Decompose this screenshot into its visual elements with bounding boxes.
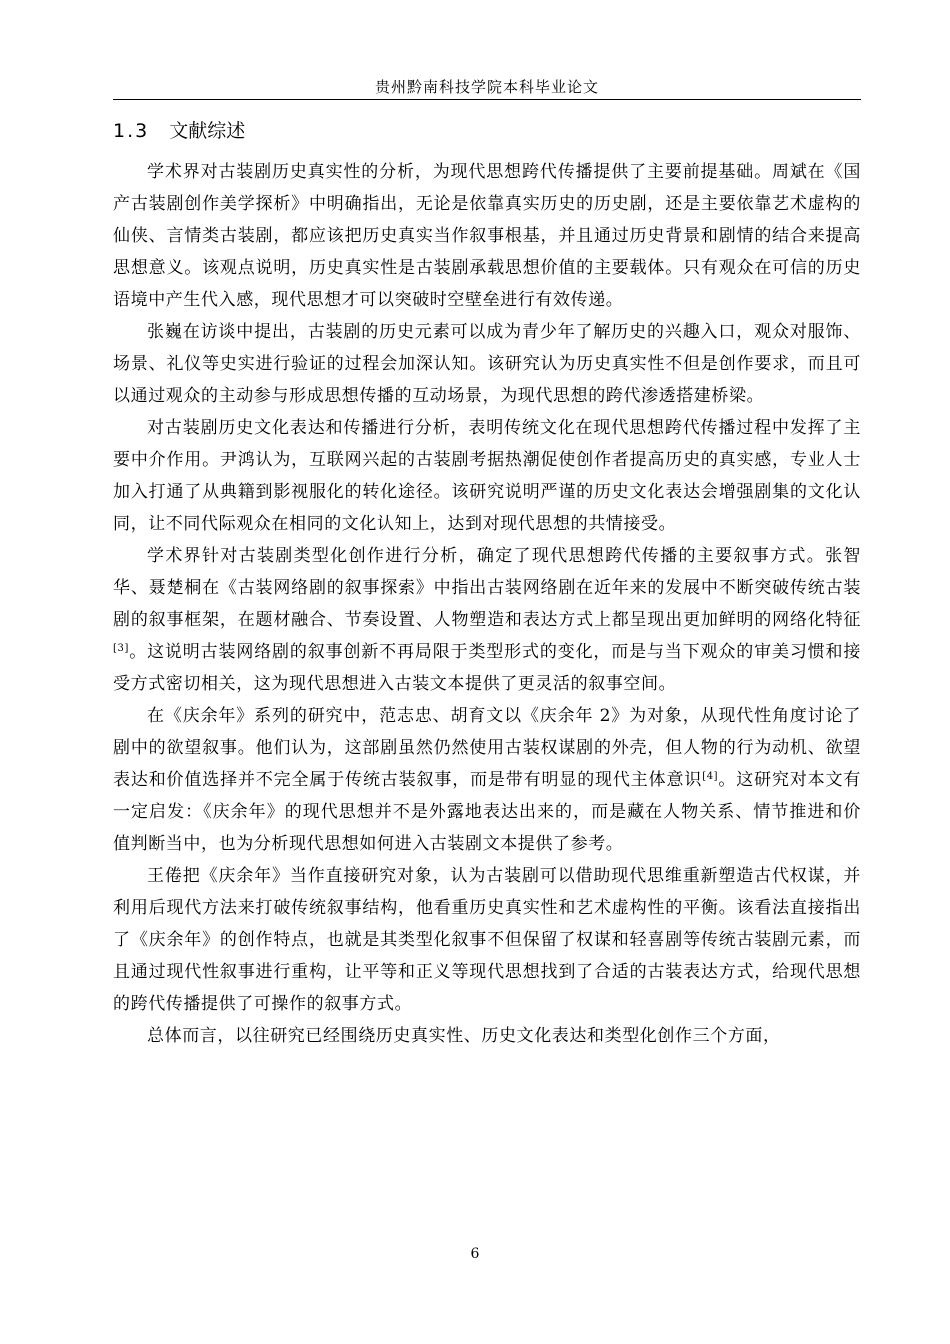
paragraph-1: [113, 156, 861, 316]
paragraph-text: 在《庆余年》系列的研究中，范志忠、胡育文以《庆余年 2》为对象，从现代性角度讨论了剧中的欲望叙事。他们认为，这部剧虽然仍然使用古装权谋剧的外壳，但人物的行为动机、欲望表达和价值选择并不完全属于传统古装叙事，而是带有明显的现代主体意识: [113, 706, 861, 790]
paragraph-text: 。这说明古装网络剧的叙事创新不再局限于类型形式的变化，而是与当下观众的审美习惯和接受方式密切相关，这为现代思想进入古装文本提供了更灵活的叙事空间。: [113, 642, 861, 694]
citation-ref-3: [3]: [113, 643, 129, 654]
paragraph-text: 总体而言，以往研究已经围绕历史真实性、历史文化表达和类型化创作三个方面，: [147, 1026, 781, 1046]
page-number: 6: [470, 1246, 480, 1262]
paragraph-4: [113, 540, 861, 700]
paragraph-3: [113, 412, 861, 540]
paragraph-5: [113, 700, 861, 860]
page-header: 贵州黔南科技学院本科毕业论文: [374, 78, 599, 96]
paragraph-7: [113, 1020, 861, 1052]
body-text: [113, 156, 861, 1052]
paragraph-text: 。这研究对本文有一定启发：《庆余年》的现代思想并不是外露地表达出来的，而是藏在人物关系、情节推进和价值判断当中，也为分析现代思想如何进入古装剧文本提供了参考。: [113, 770, 861, 854]
header-divider: [113, 99, 861, 100]
section-heading: [113, 117, 245, 145]
section-number: 1.3: [113, 120, 150, 142]
paragraph-text: 对古装剧历史文化表达和传播进行分析，表明传统文化在现代思想跨代传播过程中发挥了主要中介作用。尹鸿认为，互联网兴起的古装剧考据热潮促使创作者提高历史的真实感，专业人士加入打通了从典籍到影视服化的转化途径。该研究说明严谨的历史文化表达会增强剧集的文化认同，让不同代际观众在相同的文化认知上，达到对现代思想的共情接受。: [113, 418, 861, 534]
paragraph-text: 学术界对古装剧历史真实性的分析，为现代思想跨代传播提供了主要前提基础。周斌在《国产古装剧创作美学探析》中明确指出，无论是依靠真实历史的历史剧，还是主要依靠艺术虚构的仙侠、言情类古装剧，都应该把历史真实当作叙事根基，并且通过历史背景和剧情的结合来提高思想意义。该观点说明，历史真实性是古装剧承载思想价值的主要载体。只有观众在可信的历史语境中产生代入感，现代思想才可以突破时空壁垒进行有效传递。: [113, 162, 861, 310]
paragraph-text: 学术界针对古装剧类型化创作进行分析，确定了现代思想跨代传播的主要叙事方式。张智华、聂楚桐在《古装网络剧的叙事探索》中指出古装网络剧在近年来的发展中不断突破传统古装剧的叙事框架，在题材融合、节奏设置、人物塑造和表达方式上都呈现出更加鲜明的网络化特征: [113, 546, 861, 630]
section-title: 文献综述: [169, 120, 246, 142]
paragraph-text: 王倦把《庆余年》当作直接研究对象，认为古装剧可以借助现代思维重新塑造古代权谋，并利用后现代方法来打破传统叙事结构，他看重历史真实性和艺术虚构性的平衡。该看法直接指出了《庆余年》的创作特点，也就是其类型化叙事不但保留了权谋和轻喜剧等传统古装剧元素，而且通过现代性叙事进行重构，让平等和正义等现代思想找到了合适的古装表达方式，给现代思想的跨代传播提供了可操作的叙事方式。: [113, 866, 861, 1014]
citation-ref-4: [4]: [702, 771, 719, 782]
paragraph-text: 张巍在访谈中提出，古装剧的历史元素可以成为青少年了解历史的兴趣入口，观众对服饰、场景、礼仪等史实进行验证的过程会加深认知。该研究认为历史真实性不但是创作要求，而且可以通过观众的主动参与形成思想传播的互动场景，为现代思想的跨代渗透搭建桥梁。: [113, 322, 861, 406]
paragraph-2: [113, 316, 861, 412]
paragraph-6: [113, 860, 861, 1020]
